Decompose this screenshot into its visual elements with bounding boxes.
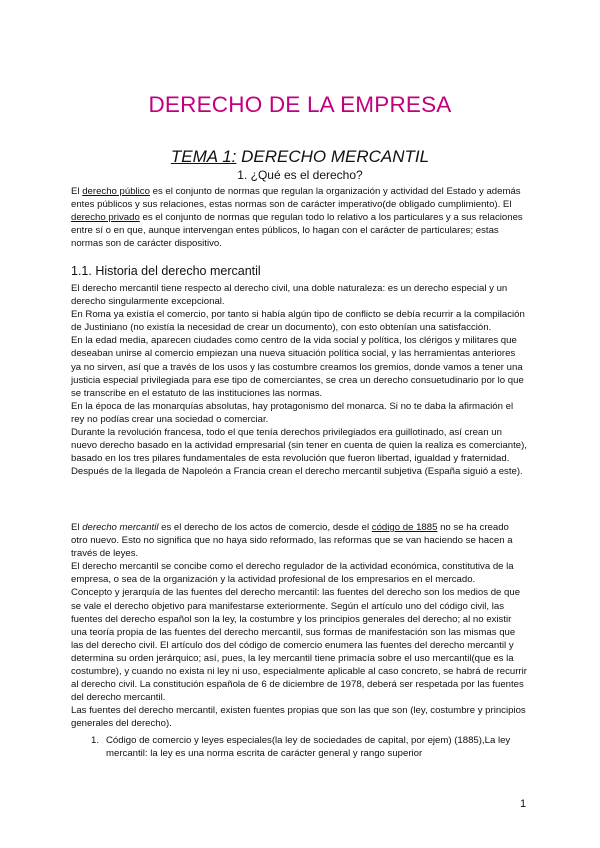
codigo-1885-term: código de 1885	[371, 522, 438, 533]
definition-paragraph: El derecho mercantil es el derecho de los actos de comercio, desde el código de 1885 no se ha creado otro nuevo. Esto no significa que no haya sido reformado, las reformas que se van haciendo se hacen a través de leyes.	[71, 522, 513, 560]
page-number: 1	[520, 798, 527, 810]
tema-title: DERECHO MERCANTIL	[236, 147, 430, 166]
derecho-mercantil-term: derecho mercantil	[82, 522, 159, 533]
section-heading: 1.1. Historia del derecho mercantil	[71, 264, 261, 278]
history-block	[71, 282, 527, 478]
intro-paragraph: El derecho público es el conjunto de normas que regulan la organización y actividad del Estado y además entes públicos y sus relaciones, estas normas son de carácter imperativo(de obligado cumplimiento). El derecho privado es el conjunto de normas que regulan todo lo relativo a los particulares y a sus relaciones entre sí o en que, aunque intervengan entes públicos, lo hagan con el carácter de particulares; estas normas son de carácter dispositivo.	[71, 186, 523, 250]
history-paragraph: El derecho mercantil tiene respecto al derecho civil, una doble naturaleza: es un derecho especial y un derecho singularmente excepcional.	[71, 283, 508, 308]
history-paragraph: Durante la revolución francesa, todo el que tenía derechos privilegiados era guillotinado, así crean un nuevo derecho basado en la actividad empresarial (sin tener en cuenta de quien la realiza es comerciante), basado en los tres pilares fundamentales de esta revolución que fueron libertad, igualdad y fraternidad. Después de la llegada de Napoleón a Francia crean el derecho mercantil subjetiva (España siguió a este).	[71, 427, 527, 478]
list-item	[91, 734, 527, 760]
tema-label: TEMA 1:	[170, 147, 237, 166]
concept-paragraph: Concepto y jerarquía de las fuentes del derecho mercantil: las fuentes del derecho son los medios de que se vale el derecho objetivo para manifestarse exteriormente. Según el artículo uno del código civil, las fuentes del derecho español son la ley, la costumbre y los principios generales del derecho; al no existir una teoría propia de las fuentes del derecho mercantil, sus formas de manifestación son las mismas que las del derecho civil. El artículo dos del código de comercio enumera las fuentes del derecho mercantil y determina su orden jerárquico; así, pues, la ley mercantil tiene primacía sobre el uso mercantil(que es la costumbre), y cuando no exista ni ley ni uso, especialmente aplicable al caso concreto, se habrá de recurrir al derecho civil. La constitución española de 6 de diciembre de 1978, deberá ser respetada por las fuentes del derecho mercantil.	[71, 587, 527, 704]
concept-paragraph: El derecho mercantil se concibe como el derecho regulador de la actividad económica, constitutiva de la empresa, o sea de la organización y la actividad profesional de los empresarios en el mercado.	[71, 561, 514, 586]
question-heading: 1. ¿Qué es el derecho?	[237, 168, 363, 182]
tema-heading	[0, 147, 600, 167]
derecho-publico-term: derecho público	[82, 186, 150, 197]
list-item-number: 1.	[91, 735, 100, 746]
concept-paragraph: Las fuentes del derecho mercantil, existen fuentes propias que son las que son (ley, costumbre y principios generales del derecho).	[71, 705, 526, 730]
derecho-privado-term: derecho privado	[71, 212, 140, 224]
history-paragraph: En la época de las monarquías absolutas, hay protagonismo del monarca. Si no te daba la afirmación el rey no podías crear una sociedad o comerciar.	[71, 400, 514, 425]
list-item-text: Código de comercio y leyes especiales(la ley de sociedades de capital, por ejem) (1885),La ley mercantil: la ley es una norma escrita de carácter general y rango superior	[106, 735, 511, 760]
history-paragraph: En Roma ya existía el comercio, por tanto si había algún tipo de conflicto se debía recurrir a la compilación de Justiniano (no existía la necesidad de crear un documento), con esto obtenían una satisfacción.	[71, 309, 525, 334]
document-title: DERECHO DE LA EMPRESA	[148, 92, 452, 117]
history-paragraph: En la edad media, aparecen ciudades como centro de la vida social y política, los clérigos y militares que deseaban unirse al comercio empiezan una nueva situación política social, y las herramientas anteriores ya no sirven, así que a través de los usos y las costumbre creamos los gremios, donde vamos a tener una justicia especial privilegiada para ese tipo de comerciantes, se crea un derecho consuetudinario por lo que se transcribe en el estatuto de las instituciones las normas.	[71, 335, 524, 399]
sources-list	[91, 734, 527, 760]
definition-block	[71, 521, 527, 731]
